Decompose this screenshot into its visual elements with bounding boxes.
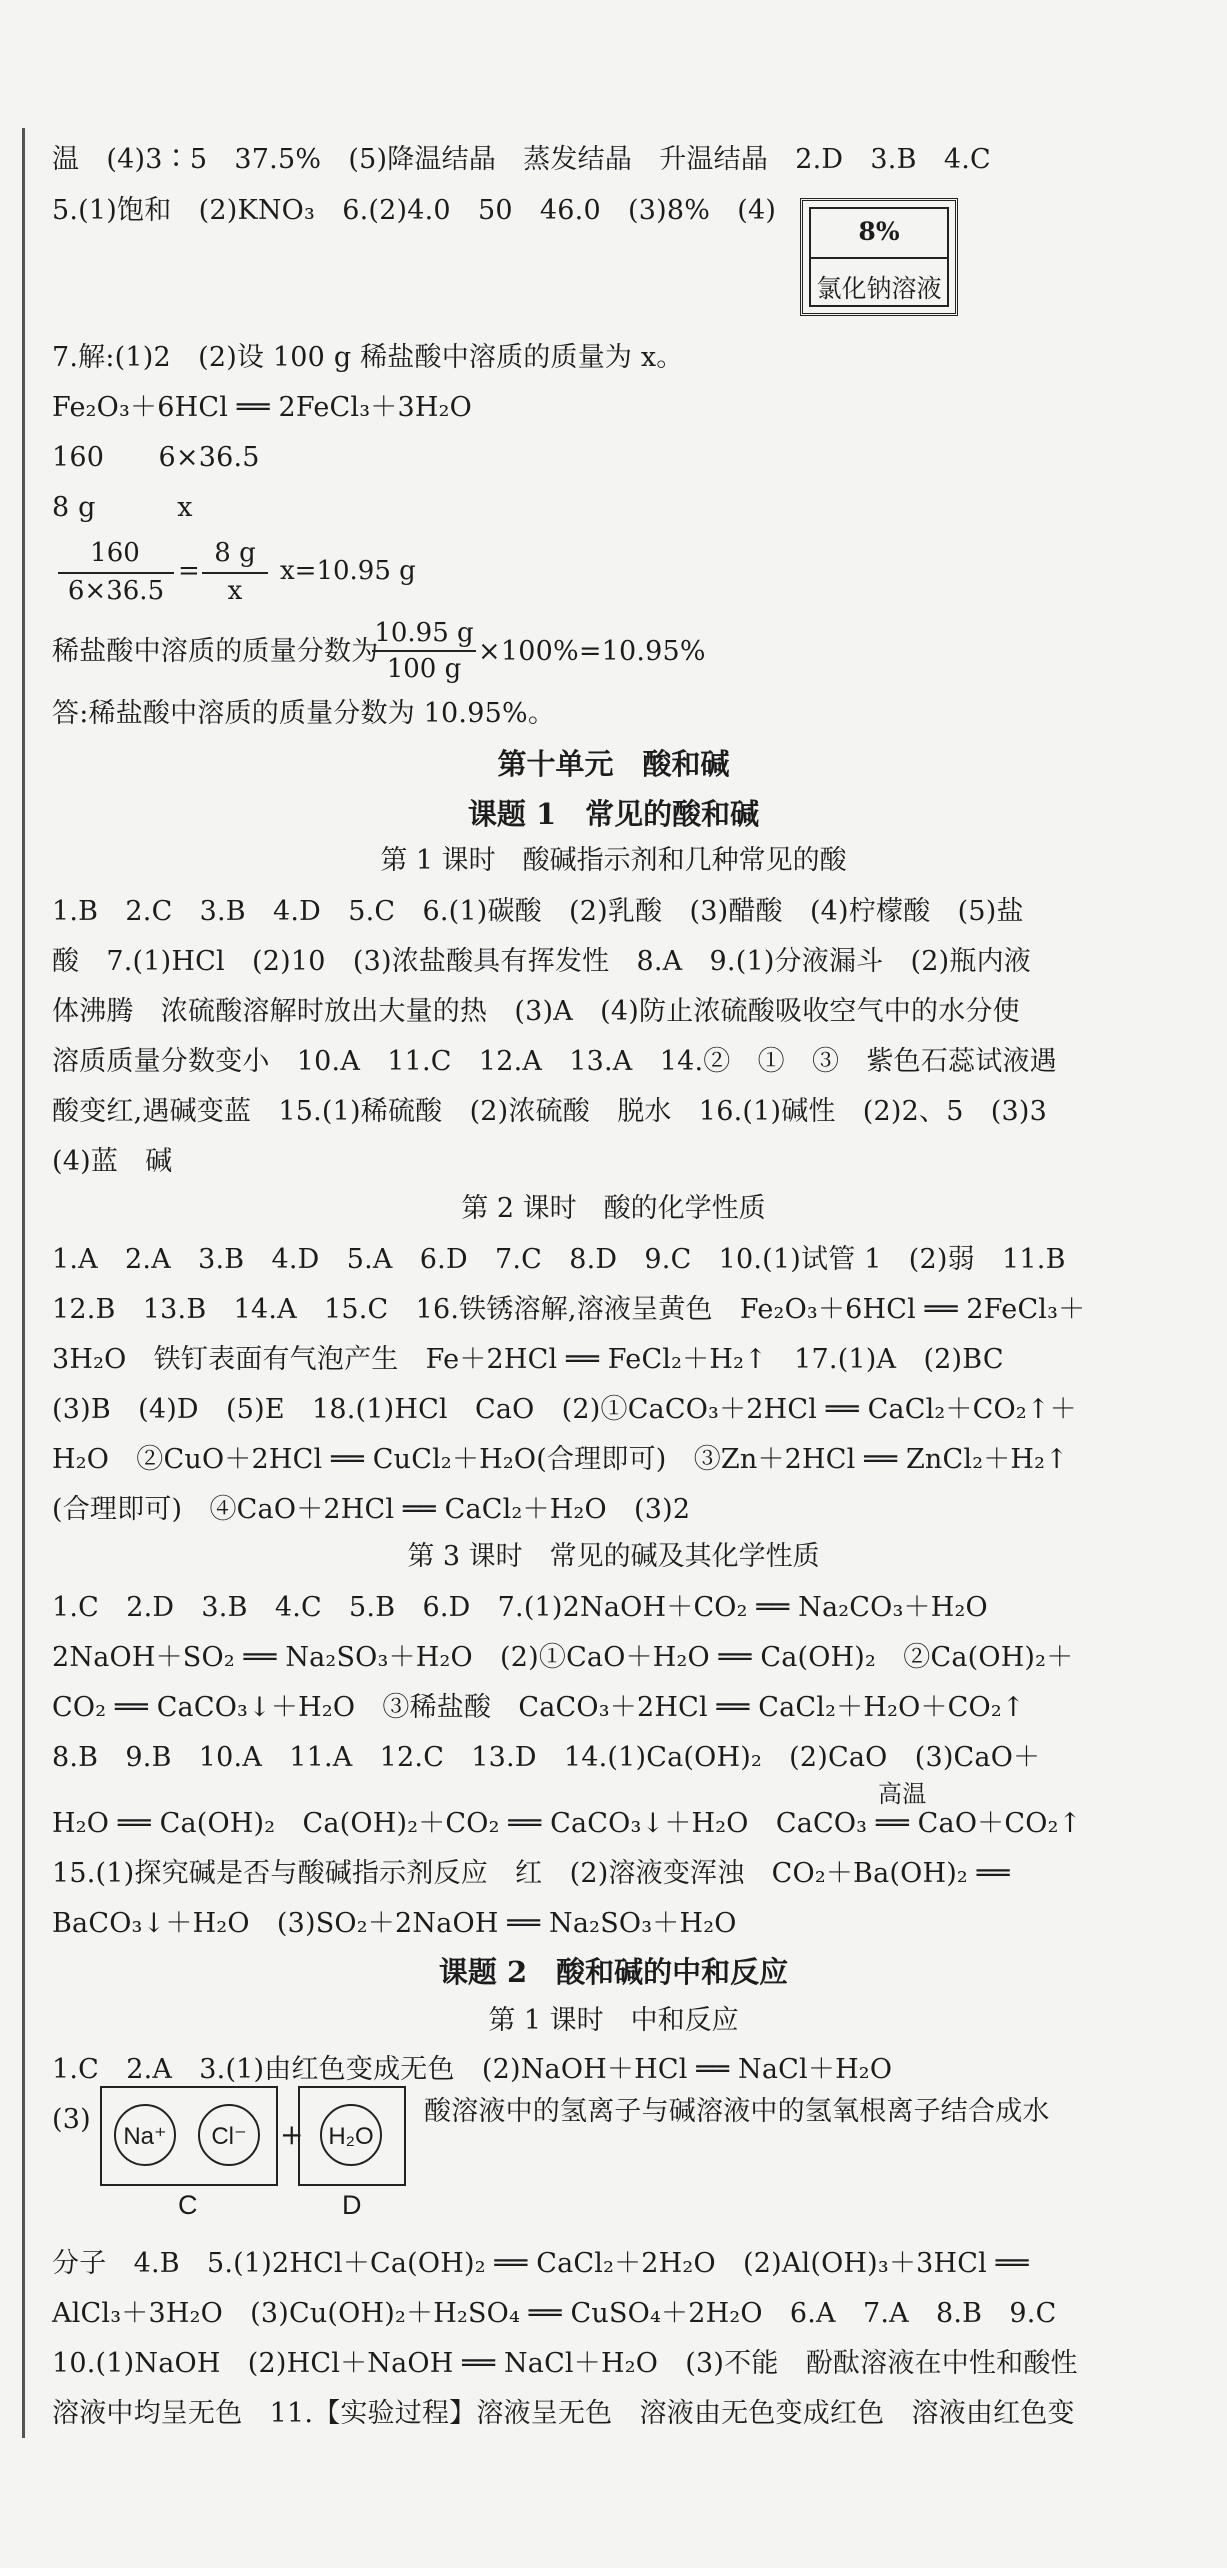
caption-d: D xyxy=(342,2190,362,2220)
text-line: (3) xyxy=(52,2104,91,2135)
text-line: H₂O ══ Ca(OH)₂ Ca(OH)₂＋CO₂ ══ CaCO₃↓＋H₂O CaCO₃ ══ CaO＋CO₂↑ xyxy=(52,1808,1082,1839)
text-line: 酸变红,遇碱变蓝 15.(1)稀硫酸 (2)浓硫酸 脱水 16.(1)碱性 (2)2、5 (3)3 xyxy=(52,1096,1048,1127)
chloride-ion: Cl⁻ xyxy=(198,2104,260,2166)
fraction-denominator: x xyxy=(227,576,243,606)
text-line: 5.(1)饱和 (2)KNO₃ 6.(2)4.0 50 46.0 (3)8% (4) xyxy=(52,195,777,226)
text-line: 8.B 9.B 10.A 11.A 12.C 13.D 14.(1)Ca(OH)₂ (2)CaO (3)CaO＋ xyxy=(52,1742,1041,1773)
fraction-numerator: 160 xyxy=(90,538,140,568)
particle-box-c xyxy=(100,2086,278,2186)
fraction-denominator: 100 g xyxy=(386,654,462,684)
topic-title: 课题 1 常见的酸和碱 xyxy=(467,797,760,831)
text-line: ×100%=10.95% xyxy=(478,636,706,667)
condition-label: 高温 xyxy=(878,1780,927,1808)
text-line: 酸溶液中的氢离子与碱溶液中的氢氧根离子结合成水 xyxy=(424,2096,1050,2127)
margin-rule xyxy=(22,128,25,2438)
text-line: 体沸腾 浓硫酸溶解时放出大量的热 (3)A (4)防止浓硫酸吸收空气中的水分使 xyxy=(52,996,1020,1027)
text-line: 1.C 2.D 3.B 4.C 5.B 6.D 7.(1)2NaOH＋CO₂ ══ Na₂CO₃＋H₂O xyxy=(52,1592,988,1623)
label-name: 氯化钠溶液 xyxy=(816,274,942,303)
lesson-title: 第 3 课时 常见的碱及其化学性质 xyxy=(407,1541,820,1572)
text-line: 3H₂O 铁钉表面有气泡产生 Fe＋2HCl ══ FeCl₂＋H₂↑ 17.(1)A (2)BC xyxy=(52,1344,1004,1375)
text-line: H₂O ②CuO＋2HCl ══ CuCl₂＋H₂O(合理即可) ③Zn＋2HCl ══ ZnCl₂＋H₂↑ xyxy=(52,1444,1069,1475)
text-line: 答:稀盐酸中溶质的质量分数为 10.95%。 xyxy=(52,698,556,729)
text-line: 1.B 2.C 3.B 4.D 5.C 6.(1)碳酸 (2)乳酸 (3)醋酸 (4)柠檬酸 (5)盐 xyxy=(52,896,1024,927)
text-line: 8 g x xyxy=(52,492,193,523)
text-line: 7.解:(1)2 (2)设 100 g 稀盐酸中溶质的质量为 x。 xyxy=(52,342,684,373)
text-line: 15.(1)探究碱是否与酸碱指示剂反应 红 (2)溶液变浑浊 CO₂＋Ba(OH)₂ ══ xyxy=(52,1858,1010,1889)
text-line: CO₂ ══ CaCO₃↓＋H₂O ③稀盐酸 CaCO₃＋2HCl ══ CaCl₂＋H₂O＋CO₂↑ xyxy=(52,1692,1025,1723)
text-line: 溶液中均呈无色 11.【实验过程】溶液呈无色 溶液由无色变成红色 溶液由红色变 xyxy=(52,2398,1075,2429)
equals-sign: = xyxy=(178,556,200,586)
equation-line: Fe₂O₃＋6HCl ══ 2FeCl₃＋3H₂O xyxy=(52,392,472,423)
result-text: x=10.95 g xyxy=(280,556,416,586)
topic-title: 课题 2 酸和碱的中和反应 xyxy=(438,1955,789,1989)
water-molecule: H₂O xyxy=(320,2104,382,2166)
lesson-title: 第 2 课时 酸的化学性质 xyxy=(461,1193,766,1224)
unit-title: 第十单元 酸和碱 xyxy=(497,747,730,781)
caption-c: C xyxy=(178,2190,198,2220)
text-line: 分子 4.B 5.(1)2HCl＋Ca(OH)₂ ══ CaCl₂＋2H₂O (2)Al(OH)₃＋3HCl ══ xyxy=(52,2248,1029,2279)
text-line: BaCO₃↓＋H₂O (3)SO₂＋2NaOH ══ Na₂SO₃＋H₂O xyxy=(52,1908,737,1939)
text-line: 1.C 2.A 3.(1)由红色变成无色 (2)NaOH＋HCl ══ NaCl＋H₂O xyxy=(52,2054,893,2085)
label-percent: 8% xyxy=(858,217,900,246)
text-line: (4)蓝 碱 xyxy=(52,1146,173,1177)
lesson-title: 第 1 课时 酸碱指示剂和几种常见的酸 xyxy=(380,845,847,876)
text-line: 酸 7.(1)HCl (2)10 (3)浓盐酸具有挥发性 8.A 9.(1)分液漏斗 (2)瓶内液 xyxy=(52,946,1032,977)
text-line: 160 6×36.5 xyxy=(52,442,260,473)
sodium-ion: Na⁺ xyxy=(114,2104,176,2166)
text-line: (合理即可) ④CaO＋2HCl ══ CaCl₂＋H₂O (3)2 xyxy=(52,1494,691,1525)
text-line: 2NaOH＋SO₂ ══ Na₂SO₃＋H₂O (2)①CaO＋H₂O ══ Ca(OH)₂ ②Ca(OH)₂＋ xyxy=(52,1642,1074,1673)
text-line: 温 (4)3∶5 37.5% (5)降温结晶 蒸发结晶 升温结晶 2.D 3.B 4.C xyxy=(52,144,991,175)
text-line: 10.(1)NaOH (2)HCl＋NaOH ══ NaCl＋H₂O (3)不能 酚酞溶液在中性和酸性 xyxy=(52,2348,1078,2379)
text-line: 1.A 2.A 3.B 4.D 5.A 6.D 7.C 8.D 9.C 10.(1)试管 1 (2)弱 11.B xyxy=(52,1244,1066,1275)
particle-box-d xyxy=(298,2086,406,2186)
text-line: 12.B 13.B 14.A 15.C 16.铁锈溶解,溶液呈黄色 Fe₂O₃＋6HCl ══ 2FeCl₃＋ xyxy=(52,1294,1086,1325)
plus-sign: + xyxy=(280,2118,304,2151)
text-line: 稀盐酸中溶质的质量分数为 xyxy=(52,636,379,667)
text-line: AlCl₃＋3H₂O (3)Cu(OH)₂＋H₂SO₄ ══ CuSO₄＋2H₂O 6.A 7.A 8.B 9.C xyxy=(52,2298,1057,2329)
reagent-label xyxy=(800,198,958,316)
fraction-denominator: 6×36.5 xyxy=(67,576,165,606)
lesson-title: 第 1 课时 中和反应 xyxy=(488,2005,739,2036)
fraction-numerator: 8 g xyxy=(214,538,256,568)
text-line: (3)B (4)D (5)E 18.(1)HCl CaO (2)①CaCO₃＋2HCl ══ CaCl₂＋CO₂↑＋ xyxy=(52,1394,1077,1425)
fraction-numerator: 10.95 g xyxy=(374,618,474,648)
text-line: 溶质质量分数变小 10.A 11.C 12.A 13.A 14.② ① ③ 紫色石蕊试液遇 xyxy=(52,1046,1057,1077)
